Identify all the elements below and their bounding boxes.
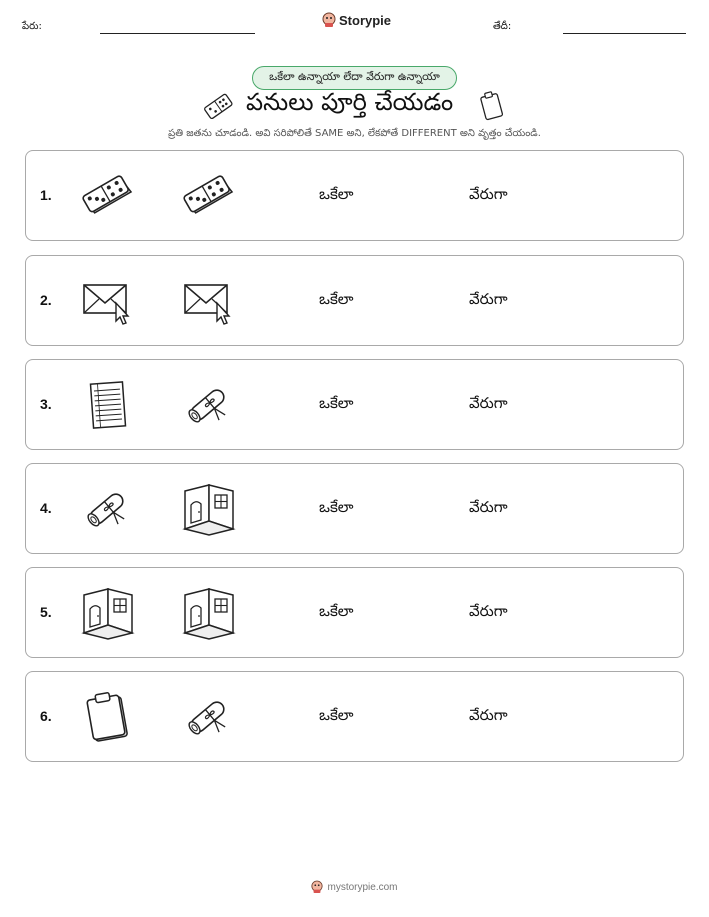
diploma-scroll-icon [181,377,237,433]
date-line [563,33,686,34]
room-corner-icon [181,585,237,641]
worksheet-header [0,0,709,50]
question-number: 1. [40,187,52,203]
same-option[interactable]: ఒకేలా [319,394,354,412]
same-option[interactable]: ఒకేలా [319,602,354,620]
question-number: 3. [40,396,52,412]
brand-name: Storypie [339,12,392,28]
diploma-scroll-icon [181,689,237,745]
mail-cursor-icon [181,273,237,329]
question-row-2 [25,255,684,346]
different-option[interactable]: వేరుగా [469,602,508,620]
date-label: తేదీ: [493,21,512,32]
storypie-mascot-icon [311,880,323,894]
same-option[interactable]: ఒకేలా [319,290,354,308]
name-label: పేరు: [22,21,42,32]
domino-icon [80,168,136,224]
room-corner-icon [80,585,136,641]
same-option[interactable]: ఒకేలా [319,706,354,724]
domino-icon [181,168,237,224]
clipboard-icon [80,689,136,745]
question-number: 6. [40,708,52,724]
footer-url[interactable]: mystorypie.com [327,881,398,893]
different-option[interactable]: వేరుగా [469,185,508,203]
question-number: 4. [40,500,52,516]
domino-icon [202,92,234,120]
title-row [0,88,709,122]
same-option[interactable]: ఒకేలా [319,185,354,203]
question-row-6 [25,671,684,762]
different-option[interactable]: వేరుగా [469,290,508,308]
different-option[interactable]: వేరుగా [469,706,508,724]
different-option[interactable]: వేరుగా [469,394,508,412]
question-row-1 [25,150,684,241]
name-line [100,33,255,34]
clipboard-icon [478,90,506,122]
different-option[interactable]: వేరుగా [469,498,508,516]
question-row-5 [25,567,684,658]
footer [0,880,709,894]
room-corner-icon [181,481,237,537]
mail-cursor-icon [80,273,136,329]
worksheet-tag: ఒకేలా ఉన్నాయా లేదా వేరుగా ఉన్నాయా [252,66,457,90]
page-title: పనులు పూర్తి చేయడం [246,88,454,116]
instructions: ప్రతి జతను చూడండి. అవి సరిపోలితే SAME అని, లేకపోతే DIFFERENT అని వృత్తం చేయండి. [168,128,541,139]
storypie-mascot-icon [322,12,336,28]
diploma-scroll-icon [80,481,136,537]
question-row-4 [25,463,684,554]
question-row-3 [25,359,684,450]
brand-logo [322,12,391,28]
question-number: 5. [40,604,52,620]
same-option[interactable]: ఒకేలా [319,498,354,516]
question-number: 2. [40,292,52,308]
notepad-icon [80,377,136,433]
